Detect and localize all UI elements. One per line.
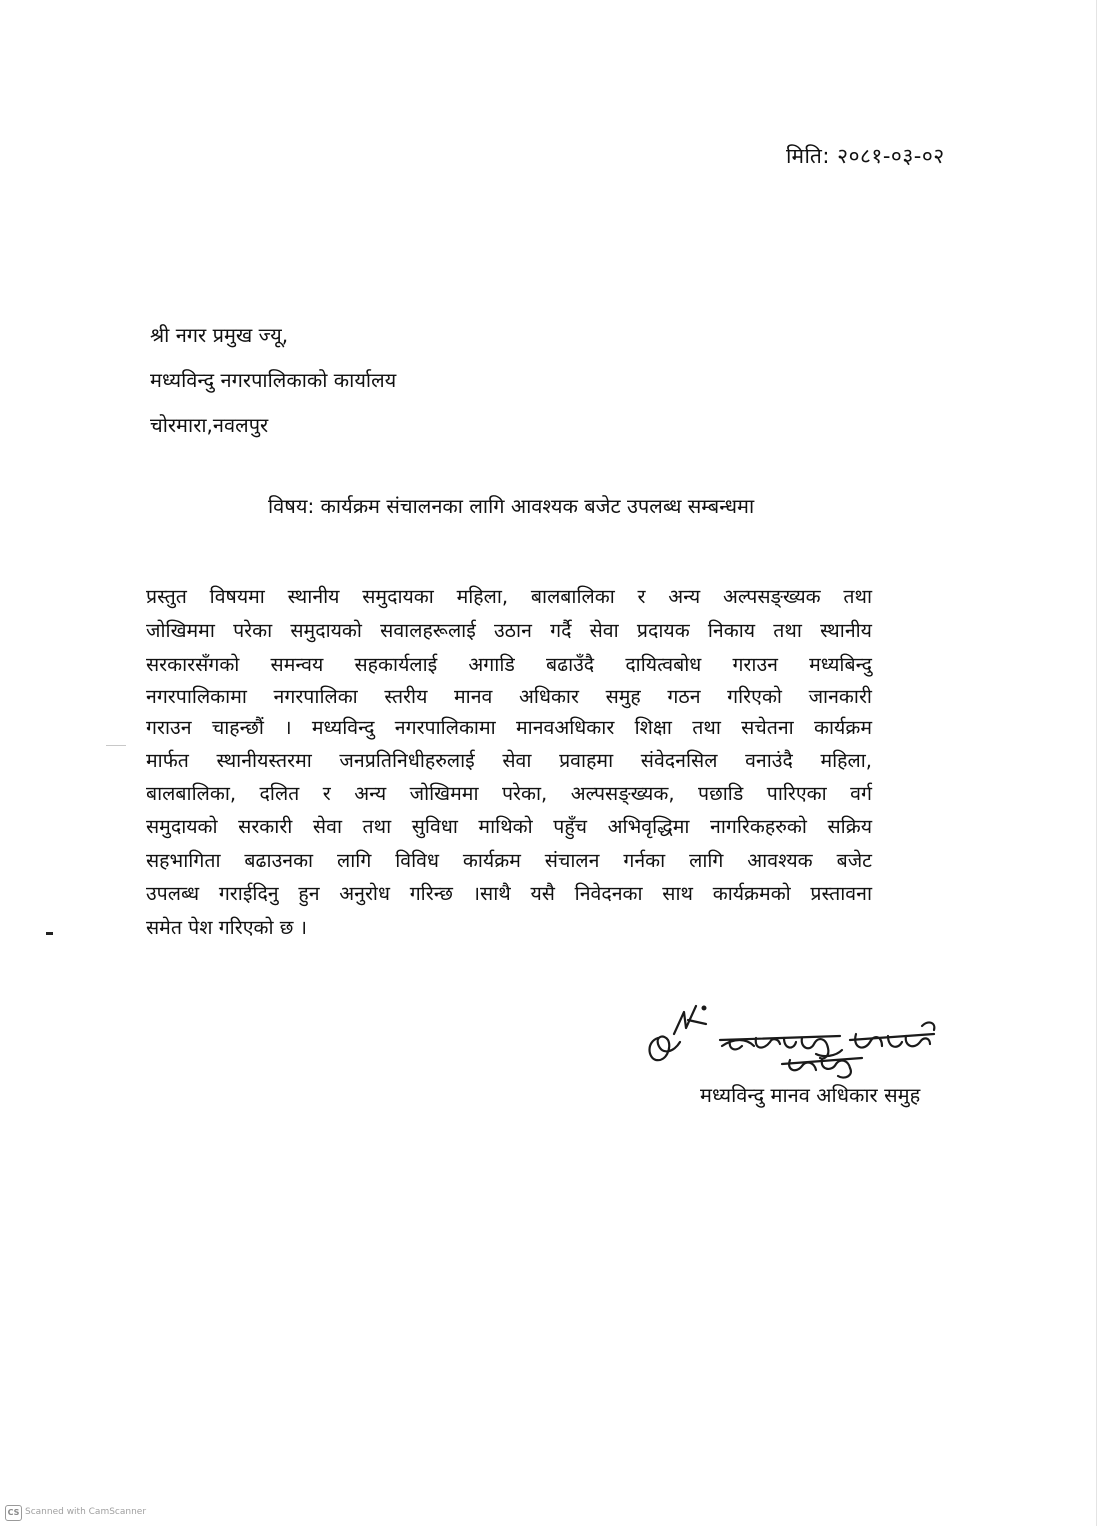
signer-organization: मध्यविन्दु मानव अधिकार समुह	[700, 1083, 921, 1107]
body-line: प्रस्तुत विषयमा स्थानीय समुदायका महिला, बालबालिका र अन्य अल्पसङ्ख्यक तथा	[146, 585, 872, 608]
handwritten-signature	[644, 998, 954, 1088]
body-line: सरकारसँगको समन्वय सहकार्यलाई अगाडि बढाउँदै दायित्वबोध गराउन मध्यबिन्दु	[146, 653, 872, 676]
camscanner-logo-icon: CS	[5, 1505, 22, 1521]
scan-edge-line	[1096, 0, 1097, 1526]
body-line: जोखिममा परेका समुदायको सवालहरूलाई उठान गर्दै सेवा प्रदायक निकाय तथा स्थानीय	[146, 619, 872, 642]
body-line: नगरपालिकामा नगरपालिका स्तरीय मानव अधिकार समुह गठन गरिएको जानकारी	[146, 685, 872, 708]
scanner-watermark-text: Scanned with CamScanner	[25, 1507, 147, 1517]
body-line: उपलब्ध गराईदिनु हुन अनुरोध गरिन्छ ।साथै यसै निवेदनका साथ कार्यक्रमको प्रस्तावना	[146, 882, 872, 905]
recipient-line-3: चोरमारा,नवलपुर	[150, 413, 269, 437]
recipient-line-2: मध्यविन्दु नगरपालिकाको कार्यालय	[150, 368, 397, 392]
body-line: मार्फत स्थानीयस्तरमा जनप्रतिनिधीहरुलाई सेवा प्रवाहमा संवेदनसिल वनाउंदै महिला,	[146, 749, 872, 772]
body-line: बालबालिका, दलित र अन्य जोखिममा परेका, अल्पसङ्ख्यक, पछाडि पारिएका वर्ग	[146, 782, 872, 805]
body-line: समेत पेश गरिएको छ ।	[146, 916, 307, 939]
letter-subject: विषय: कार्यक्रम संचालनका लागि आवश्यक बजेट उपलब्ध सम्बन्धमा	[268, 494, 755, 518]
scan-speck	[46, 932, 53, 935]
body-line: गराउन चाहन्छौं । मध्यविन्दु नगरपालिकामा मानवअधिकार शिक्षा तथा सचेतना कार्यक्रम	[146, 716, 872, 739]
body-line: समुदायको सरकारी सेवा तथा सुविधा माथिको पहुँच अभिवृद्धिमा नागरिकहरुको सक्रिय	[146, 815, 872, 838]
letter-date: मिति: २०८१-०३-०२	[786, 144, 945, 168]
recipient-line-1: श्री नगर प्रमुख ज्यू,	[150, 323, 289, 347]
body-line: सहभागिता बढाउनका लागि विविध कार्यक्रम संचालन गर्नका लागि आवश्यक बजेट	[146, 849, 872, 872]
scan-speck	[106, 745, 126, 746]
